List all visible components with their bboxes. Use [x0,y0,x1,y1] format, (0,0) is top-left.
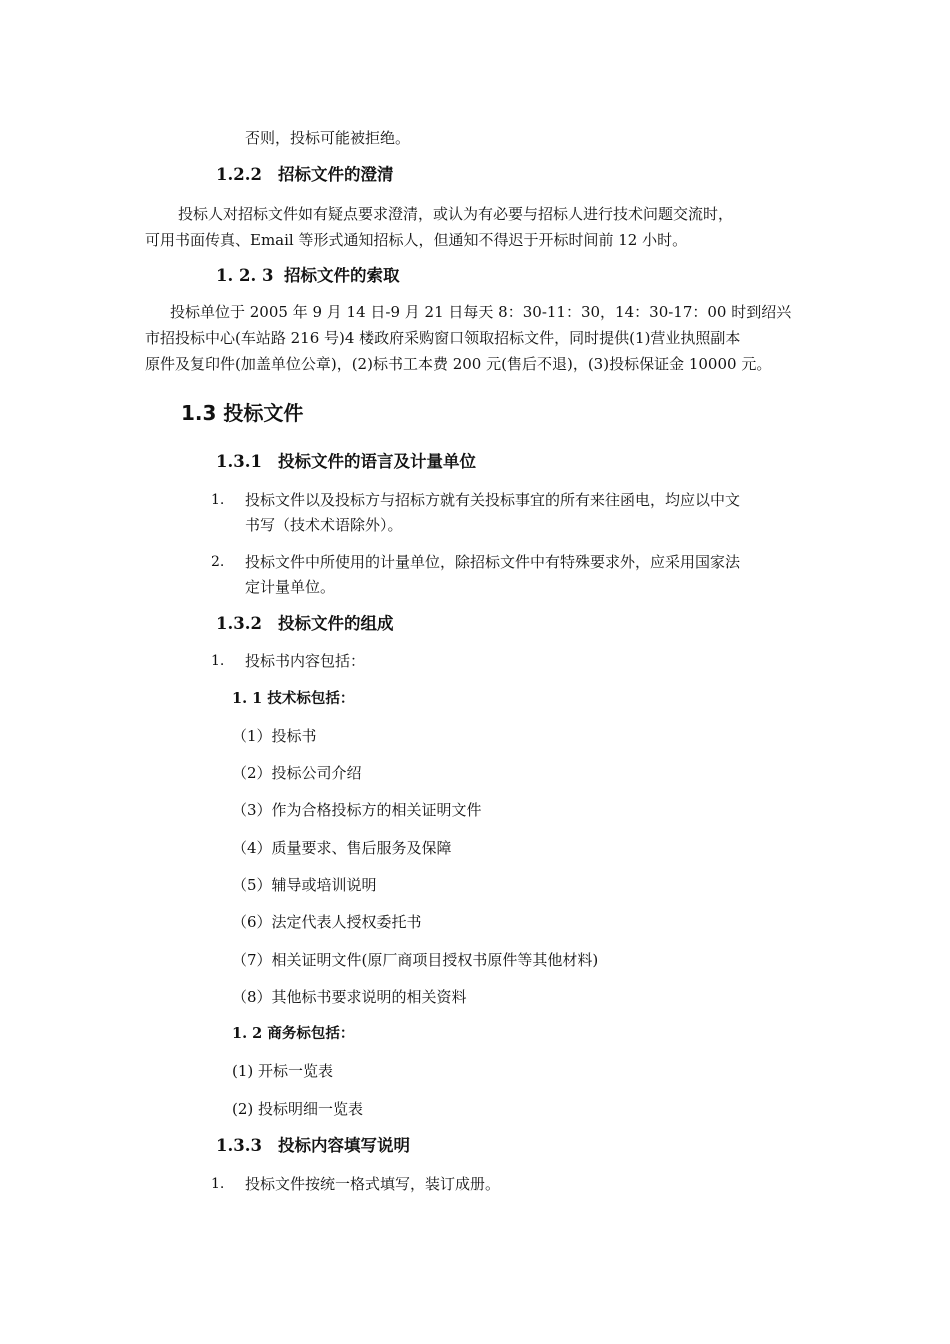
list-item-line: 投标文件中所使用的计量单位，除招标文件中有特殊要求外，应采用国家法 [245,553,741,571]
heading-1-2-2 [216,164,394,186]
list-item: （4）质量要求、售后服务及保障 [232,839,452,857]
list-item-line: 定计量单位。 [245,578,336,596]
paragraph-clarification-line-1: 投标人对招标文件如有疑点要求澄清，或认为有必要与招标人进行技术问题交流时， [178,205,734,223]
heading-1-3-1 [216,451,476,473]
heading-number: 1. 2. 3 [216,266,274,285]
list-item-line: 书写（技术术语除外）。 [245,516,403,534]
paragraph-clarification-line-2: 可用书面传真、Email 等形式通知招标人，但通知不得迟于开标时间前 12 小时。 [145,231,688,249]
heading-1-3: 1.3 投标文件 [181,401,304,425]
heading-number: 1.3.1 [216,452,262,471]
paragraph-obtain-line-2: 市招投标中心(车站路 216 号)4 楼政府采购窗口领取招标文件，同时提供(1)营业执照副本 [145,329,741,347]
list-item-number: 1. [211,653,225,669]
list-item: （5）辅导或培训说明 [232,876,377,894]
heading-title: 投标内容填写说明 [278,1136,410,1155]
list-item: （8）其他标书要求说明的相关资料 [232,988,467,1006]
paragraph-tail: 否则，投标可能被拒绝。 [245,129,411,147]
heading-1-2-3 [216,265,400,287]
heading-1-3-2 [216,613,394,635]
list-item: （3）作为合格投标方的相关证明文件 [232,801,482,819]
list-item-line: 投标文件以及投标方与招标方就有关投标事宜的所有来往函电，均应以中文 [245,491,741,509]
subheading-technical: 1. 1 技术标包括： [232,690,355,707]
list-item: (1) 开标一览表 [232,1062,334,1080]
paragraph-obtain-line-3: 原件及复印件(加盖单位公章)，(2)标书工本费 200 元(售后不退)，(3)投标保证金 10000 元。 [145,355,772,373]
list-item-line: 投标文件按统一格式填写，装订成册。 [245,1175,501,1193]
list-item: （1）投标书 [232,727,317,745]
list-item-number: 2. [211,554,225,570]
list-item: （6）法定代表人授权委托书 [232,913,422,931]
paragraph-obtain-line-1: 投标单位于 2005 年 9 月 14 日-9 月 21 日每天 8：30-11：30，14：30-17：00 时到绍兴 [170,303,792,321]
heading-title: 招标文件的澄清 [278,165,394,184]
heading-number: 1.3.2 [216,614,262,633]
subheading-commercial: 1. 2 商务标包括： [232,1025,355,1042]
heading-title: 投标文件的语言及计量单位 [278,452,476,471]
list-item: （7）相关证明文件(原厂商项目授权书原件等其他材料) [232,951,599,969]
list-item-number: 1. [211,492,225,508]
heading-title: 招标文件的索取 [284,266,400,285]
heading-1-3-3 [216,1135,410,1157]
list-item-number: 1. [211,1176,225,1192]
list-item-line: 投标书内容包括： [245,652,366,670]
heading-title: 投标文件的组成 [278,614,394,633]
list-item: (2) 投标明细一览表 [232,1100,364,1118]
heading-number: 1.2.2 [216,165,262,184]
heading-number: 1.3.3 [216,1136,262,1155]
list-item: （2）投标公司介绍 [232,764,362,782]
